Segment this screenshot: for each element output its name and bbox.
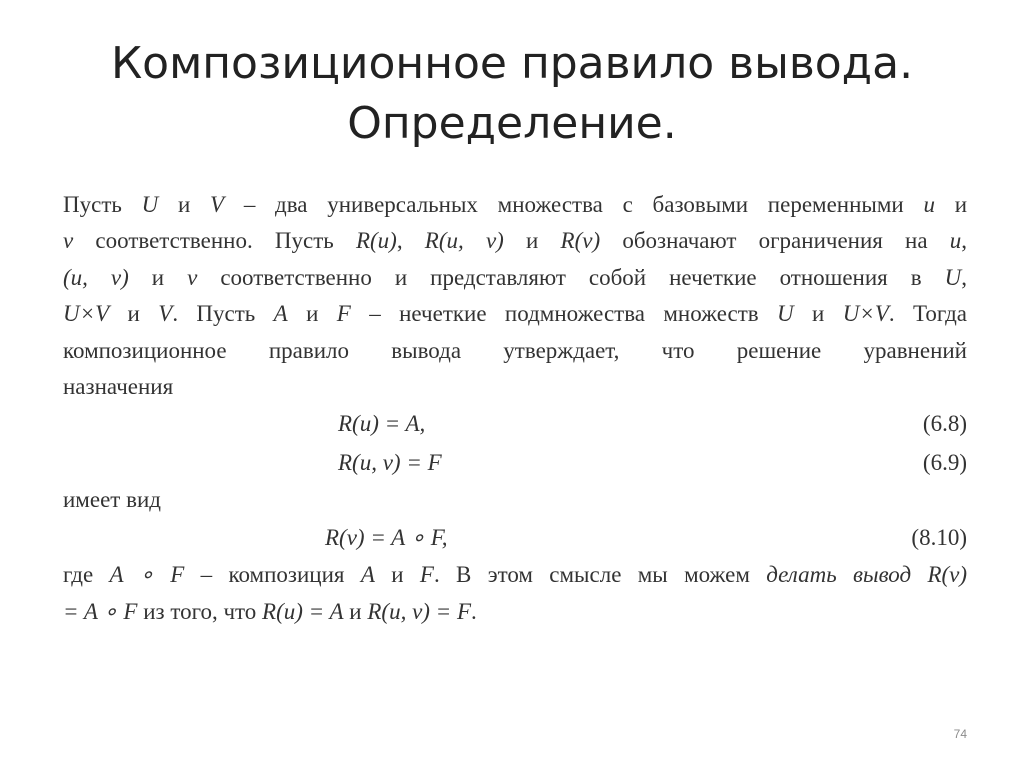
title-line-1: Композиционное правило вывода. [110, 38, 914, 89]
text-span: – нечеткие подмножества множеств [350, 301, 777, 327]
text-span: и [109, 301, 159, 327]
equation-expression: R(v) = A ∘ F, [325, 524, 448, 550]
text-span: из того, что [137, 598, 263, 624]
text-span: и [287, 301, 337, 327]
text-span: . Тогда [888, 301, 968, 327]
math-var: U [944, 264, 962, 290]
equation-6-8 [63, 405, 967, 444]
math-expr: A ∘ F [109, 562, 185, 588]
text-span: и [343, 598, 368, 624]
math-var: F [419, 562, 434, 588]
text-span: где [63, 562, 110, 588]
equation-number: (8.10) [911, 524, 967, 550]
text-line-3 [63, 260, 967, 296]
page-number: 74 [953, 727, 967, 741]
math-var: U [777, 301, 794, 327]
slide-title [60, 34, 964, 154]
text-span: . В этом смысле мы можем [433, 562, 767, 588]
math-expr: R(v) [927, 562, 968, 588]
equation-number: (6.8) [922, 411, 967, 437]
equation-6-9 [63, 444, 967, 483]
definition-text [63, 187, 967, 630]
text-span: соответственно. Пусть [73, 228, 356, 254]
math-expr: R(u) = A [262, 598, 344, 624]
math-var: V [210, 192, 225, 217]
emphasis-text: делать вывод [766, 562, 912, 588]
text-span: и [934, 192, 968, 217]
math-var: u [923, 192, 935, 217]
text-span: и [793, 301, 843, 327]
math-expr: = A ∘ F [63, 598, 138, 624]
text-span [911, 562, 927, 587]
math-expr: U×V [842, 301, 889, 327]
math-expr: R(u, v) [424, 228, 504, 254]
equation-number: (6.9) [922, 449, 967, 475]
text-line-6: назначения [63, 373, 174, 399]
text-line-2 [63, 223, 967, 259]
text-span: и [158, 192, 211, 217]
math-var: v [63, 228, 74, 254]
text-line-mid: имеет вид [63, 487, 161, 513]
text-span: . [471, 598, 477, 624]
math-var: F [336, 301, 351, 327]
text-span: и [128, 264, 188, 290]
text-line-1 [63, 187, 967, 223]
math-expr: R(u) [355, 228, 397, 254]
text-span: и [374, 562, 420, 588]
math-var: V [158, 301, 173, 327]
text-line-5: композиционное правило вывода утверждает, что решение уравнений [63, 337, 967, 363]
math-var: U [141, 192, 159, 217]
math-var: A [360, 562, 375, 588]
text-line-8 [63, 594, 967, 630]
text-span: – композиция [184, 562, 361, 588]
math-expr: R(u, v) = F [367, 598, 472, 624]
text-span: и [503, 228, 561, 254]
math-var: u [949, 228, 962, 254]
text-span: – два универсальных множества с базовыми переменными [224, 192, 924, 217]
text-span: обозначают ограничения на [600, 228, 950, 254]
title-line-2: Определение. [347, 98, 677, 149]
equation-expression: R(u, v) = F [338, 449, 442, 475]
text-line-7 [63, 557, 967, 593]
text-span: , [961, 228, 968, 254]
text-span: , [961, 264, 968, 290]
equation-expression: R(u) = A, [338, 411, 426, 437]
math-expr: R(v) [560, 228, 601, 254]
math-var: v [187, 264, 198, 290]
text-line-4 [63, 296, 967, 332]
text-span: . Пусть [172, 301, 274, 327]
equation-8-10 [63, 519, 967, 558]
text-span: Пусть [63, 192, 142, 217]
math-expr: U×V [63, 301, 110, 327]
text-span: , [396, 228, 425, 254]
text-span: соответственно и представляют собой нечеткие отношения в [197, 264, 945, 290]
math-var: A [273, 301, 288, 327]
math-expr: (u, v) [63, 264, 129, 290]
